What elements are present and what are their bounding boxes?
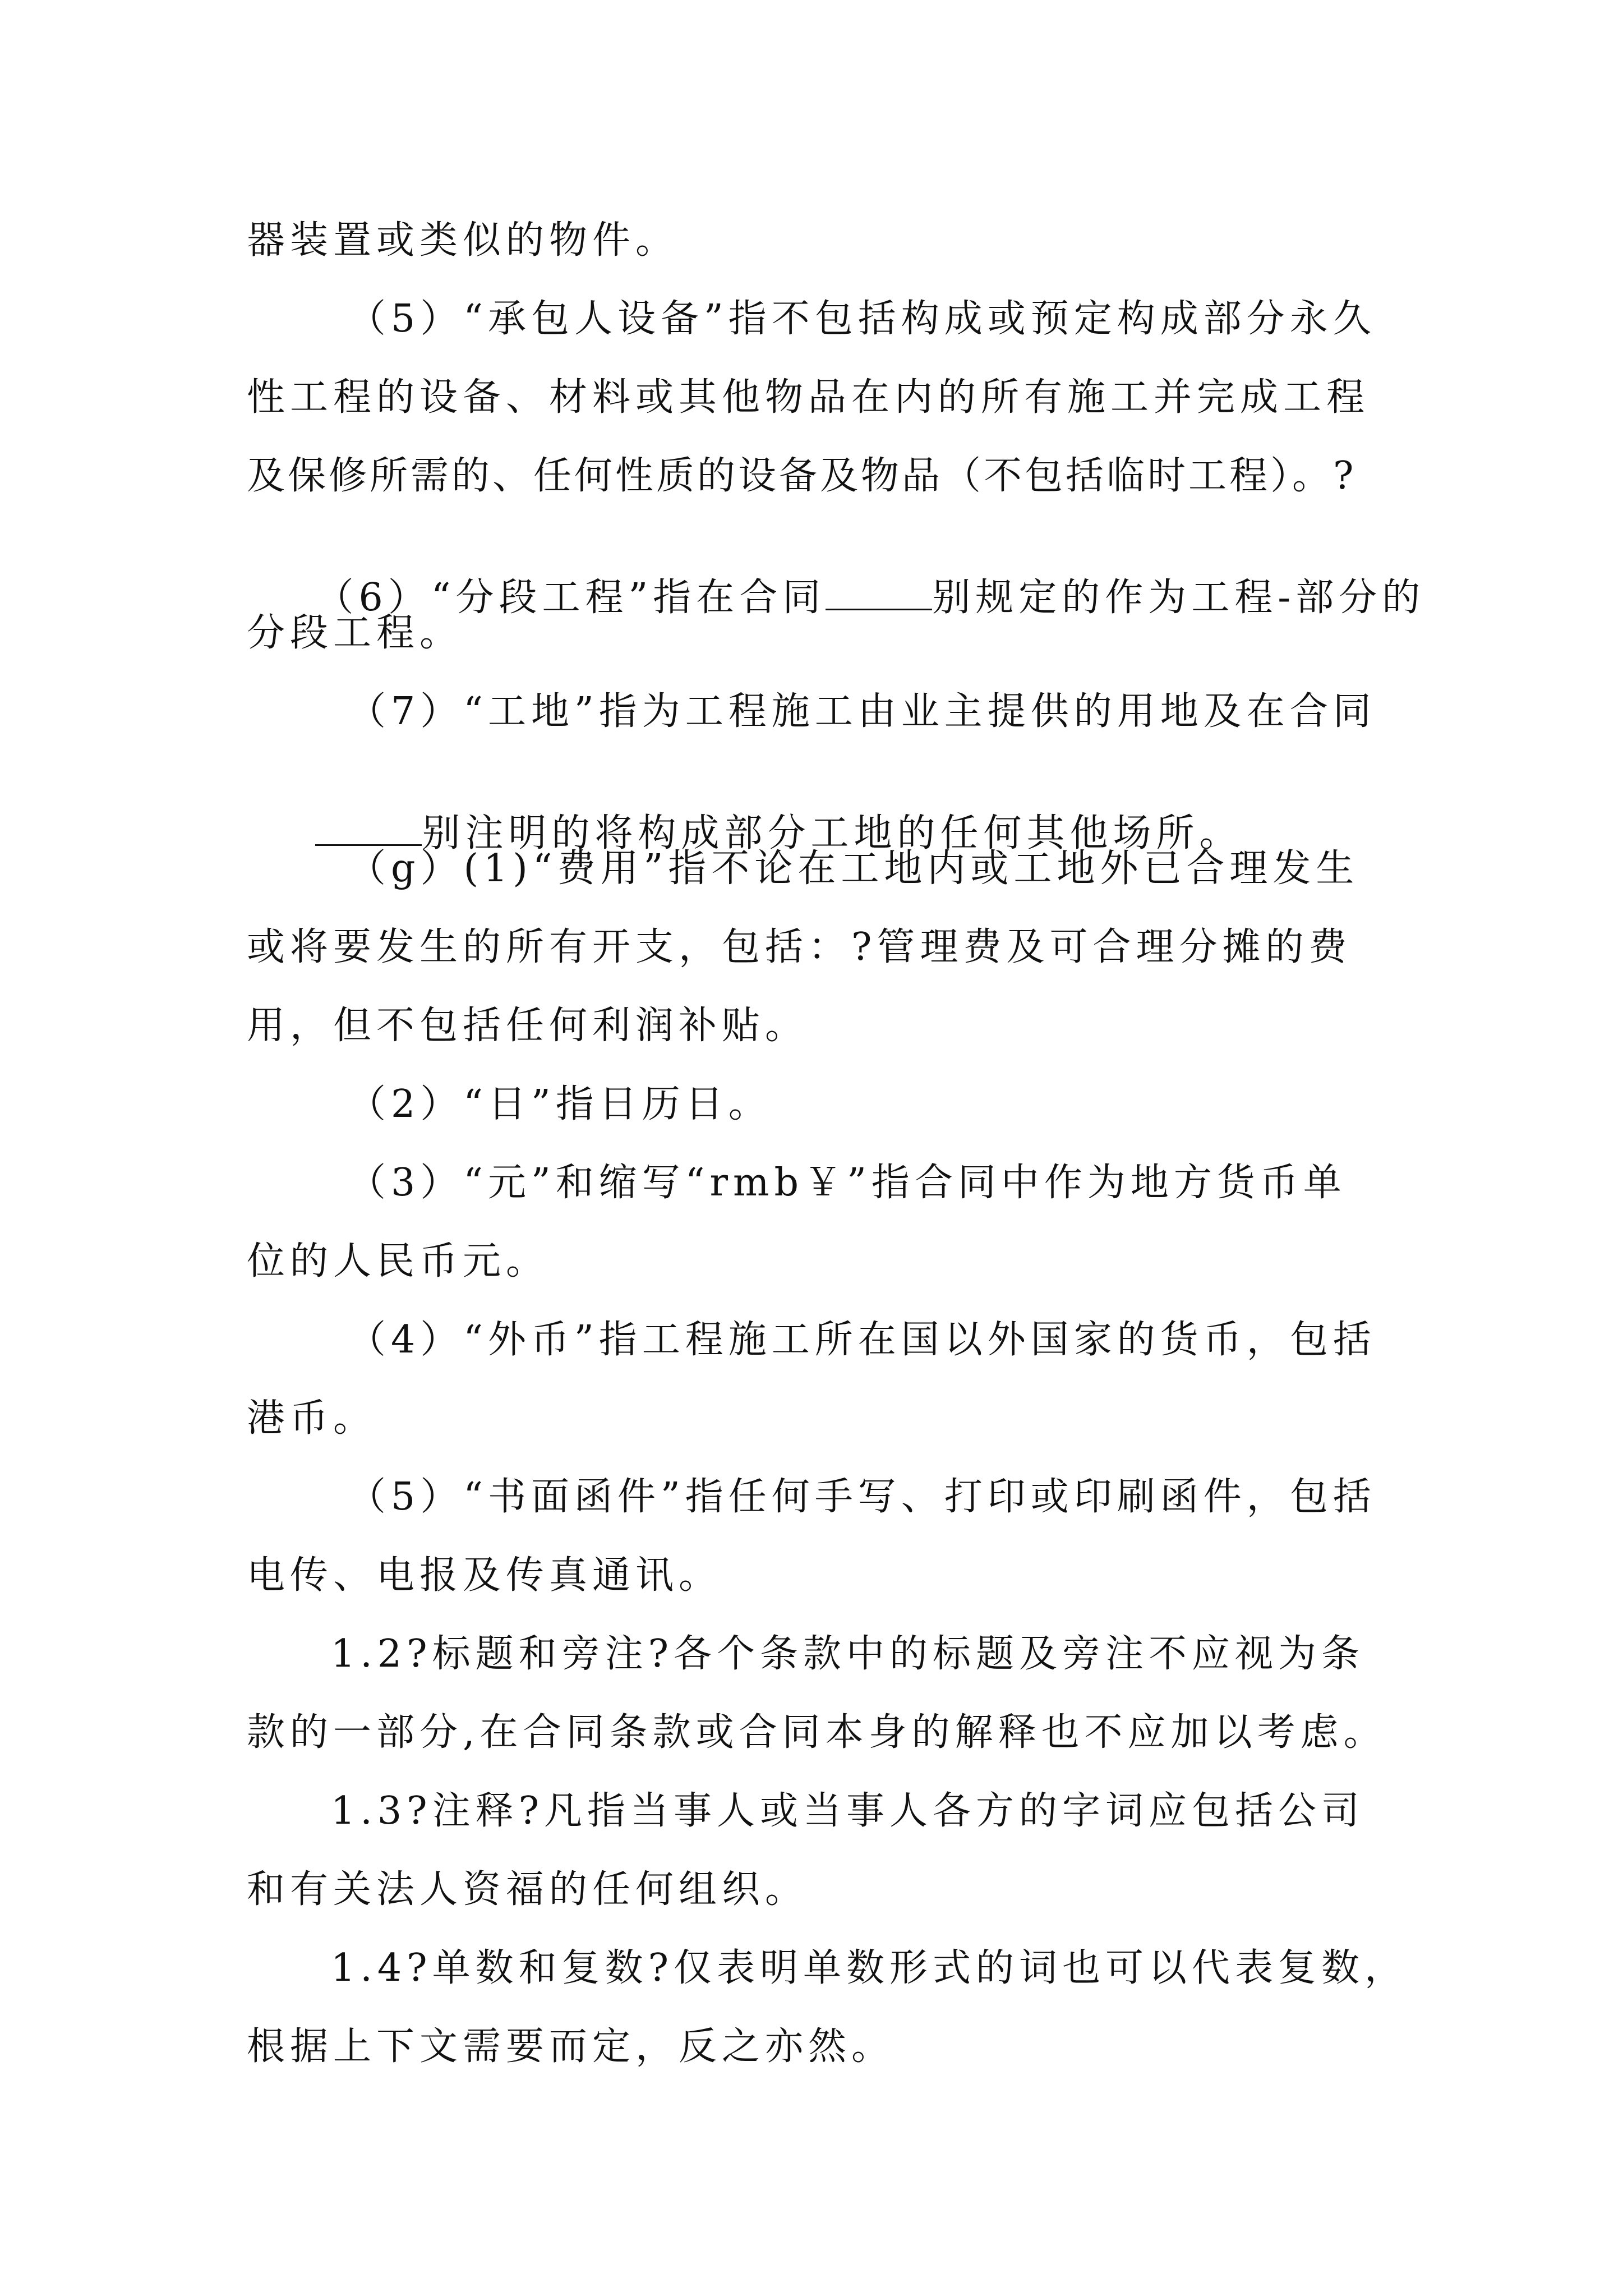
text-line: 或将要发生的所有开支，包括：?管理费及可合理分摊的费: [247, 925, 1352, 969]
text-line: 位的人民币元。: [247, 1239, 550, 1283]
text-line: （5）“承包人设备”指不包括构成或预定构成部分永久: [348, 297, 1376, 341]
text-segment: 别注明的将构成部分工地的任何其他场所。: [422, 811, 1243, 855]
text-line: 和有关法人资福的任何组织。: [247, 1867, 809, 1912]
text-line: 性工程的设备、材料或其他物品在内的所有施工并完成工程: [247, 375, 1370, 420]
text-line: 及保修所需的、任何性质的设备及物品（不包括临时工程）。?: [247, 454, 1357, 498]
text-line: 港币。: [247, 1396, 377, 1441]
text-line: （7）“工地”指为工程施工由业主提供的用地及在合同: [348, 689, 1376, 734]
text-line: 分段工程。: [247, 611, 463, 655]
text-line: 1.4?单数和复数?仅表明单数形式的词也可以代表复数，: [331, 1946, 1408, 1990]
fill-in-blank: [315, 809, 422, 846]
text-line: 用，但不包括任何利润补贴。: [247, 1004, 809, 1048]
text-line: （g）(1)“费用”指不论在工地内或工地外已合理发生: [348, 846, 1359, 891]
text-line: （3）“元”和缩写“rmb￥”指合同中作为地方货币单: [348, 1161, 1347, 1205]
text-line: （4）“外币”指工程施工所在国以外国家的货币，包括: [348, 1318, 1376, 1362]
text-line: 1.3?注释?凡指当事人或当事人各方的字词应包括公司: [331, 1789, 1365, 1833]
fill-in-blank: [826, 574, 932, 610]
text-line: 器装置或类似的物件。: [247, 218, 679, 263]
text-line: （5）“书面函件”指任何手写、打印或印刷函件，包括: [348, 1475, 1376, 1519]
text-line: 根据上下文需要而定，反之亦然。: [247, 2024, 895, 2069]
text-line: 1.2?标题和旁注?各个条款中的标题及旁注不应视为条: [331, 1632, 1365, 1676]
text-line: （2）“日”指日历日。: [348, 1082, 772, 1126]
text-line: 电传、电报及传真通讯。: [247, 1553, 722, 1598]
text-segment: 别规定的作为工程-部分的: [932, 576, 1426, 620]
text-line: 款的一部分,在合同条款或合同本身的解释也不应加以考虑。: [247, 1710, 1387, 1755]
text-segment: （6）“分段工程”指在合同: [315, 576, 826, 620]
